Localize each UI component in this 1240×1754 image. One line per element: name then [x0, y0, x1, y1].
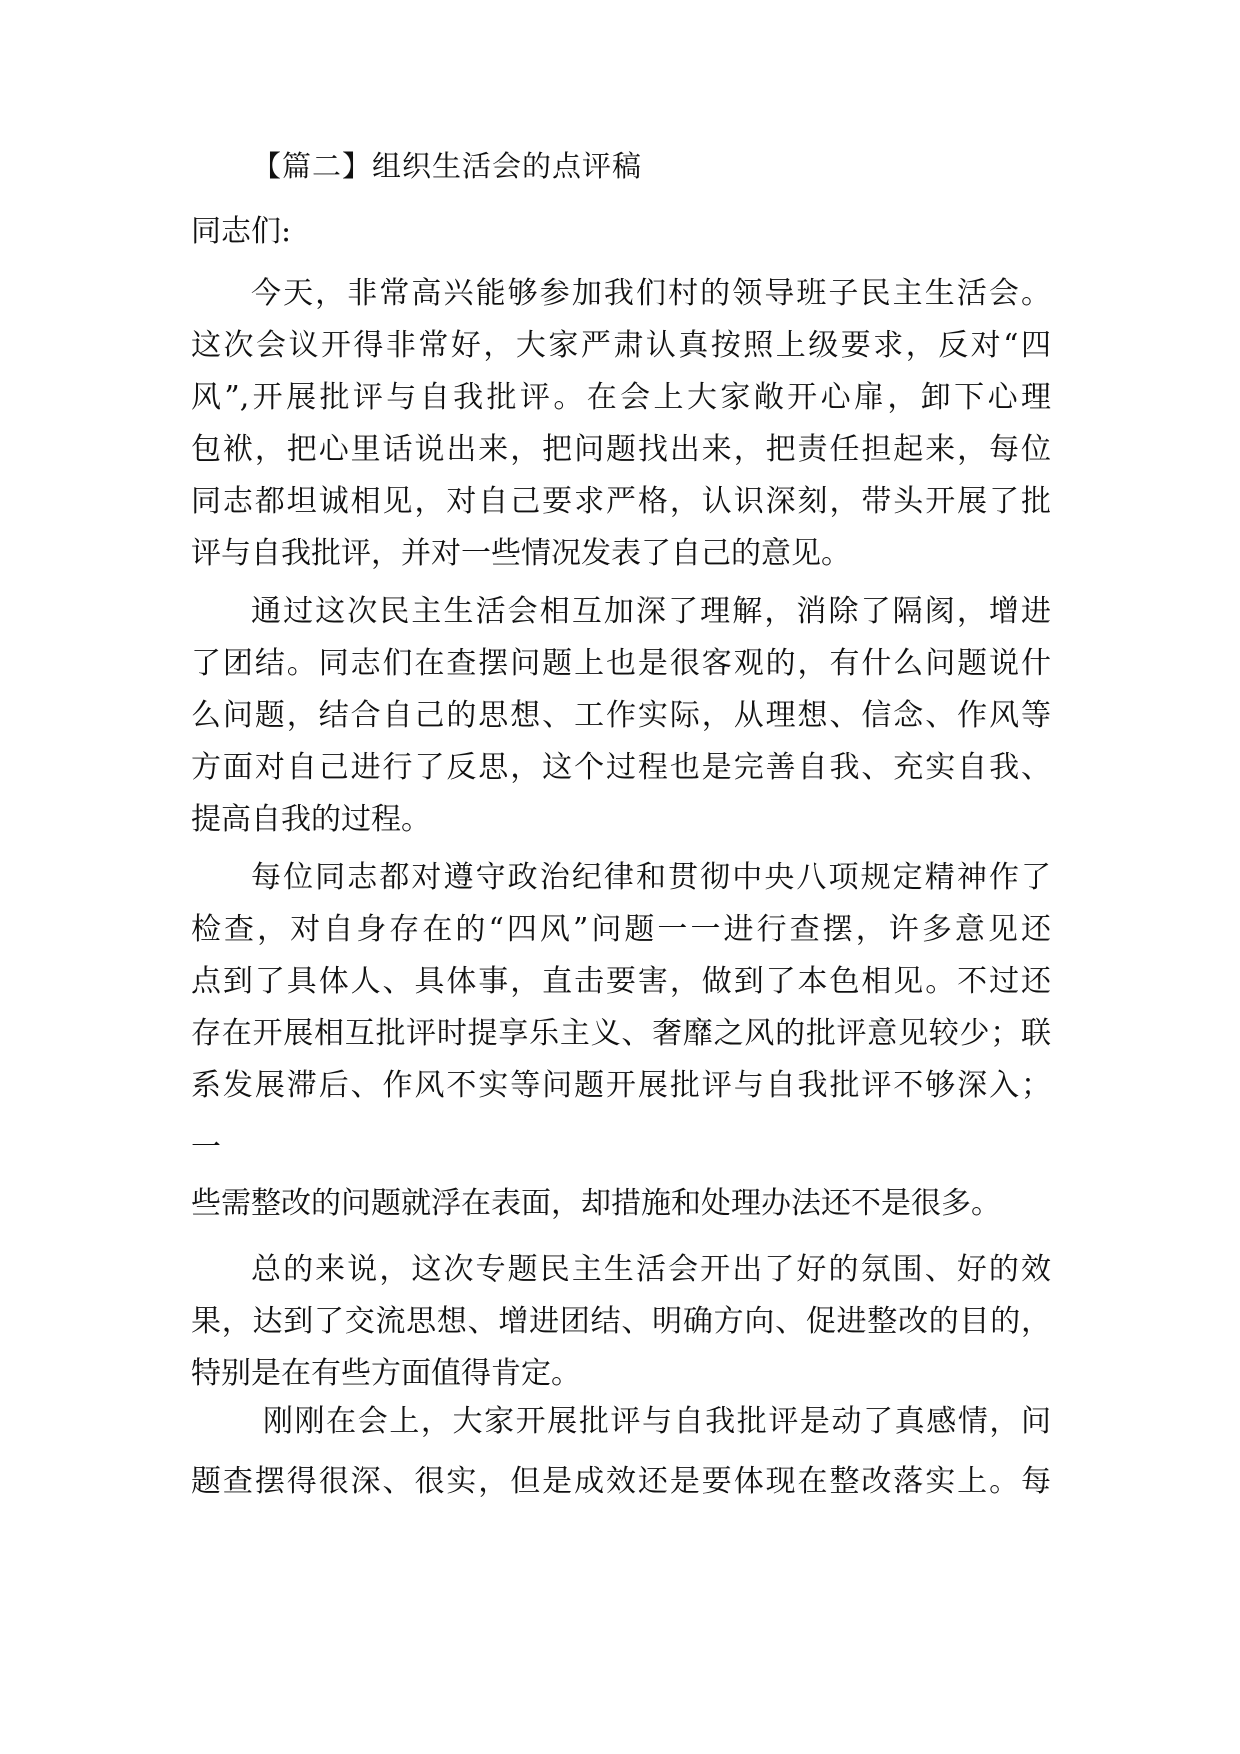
paragraph-line: 点到了具体人、具体事，直击要害，做到了本色相见。不过还: [191, 964, 1051, 999]
paragraph-line: 这次会议开得非常好，大家严肃认真按照上级要求，反对“四: [191, 328, 1051, 363]
paragraph-line: 提高自我的过程。: [191, 802, 431, 837]
paragraph-line: 存在开展相互批评时提享乐主义、奢靡之风的批评意见较少；联: [191, 1016, 1051, 1051]
paragraph-5: [191, 1392, 1051, 1512]
paragraph-line: 包袱，把心里话说出来，把问题找出来，把责任担起来，每位: [191, 432, 1051, 467]
paragraph-3-continuation: 些需整改的问题就浮在表面，却措施和处理办法还不是很多。: [191, 1186, 1001, 1221]
salutation: 同志们:: [191, 214, 292, 249]
document-heading: 【篇二】组织生活会的点评稿: [252, 149, 643, 183]
paragraph-line: 同志都坦诚相见，对自己要求严格，认识深刻，带头开展了批: [191, 484, 1051, 519]
paragraph-line: 系发展滞后、作风不实等问题开展批评与自我批评不够深入；: [191, 1068, 1051, 1103]
paragraph-line: 总的来说，这次专题民主生活会开出了好的氛围、好的效: [251, 1252, 1051, 1287]
paragraph-line: 特别是在有些方面值得肯定。: [191, 1356, 581, 1391]
paragraph-line: 题查摆得很深、很实，但是成效还是要体现在整改落实上。每: [191, 1464, 1051, 1499]
paragraph-line: 果，达到了交流思想、增进团结、明确方向、促进整改的目的，: [191, 1304, 1051, 1339]
paragraph-3: [191, 852, 1051, 1112]
paragraph-line: 方面对自己进行了反思，这个过程也是完善自我、充实自我、: [191, 750, 1051, 785]
paragraph-line: 刚刚在会上，大家开展批评与自我批评是动了真感情，问: [263, 1404, 1051, 1439]
paragraph-line: 么问题，结合自己的思想、工作实际，从理想、信念、作风等: [191, 698, 1051, 733]
paragraph-line: 风”,开展批评与自我批评。在会上大家敞开心扉，卸下心理: [191, 380, 1051, 415]
paragraph-1: [191, 268, 1051, 580]
paragraph-line: 检查，对自身存在的“四风”问题一一进行查摆，许多意见还: [191, 912, 1051, 947]
paragraph-line: 评与自我批评，并对一些情况发表了自己的意见。: [191, 536, 851, 571]
paragraph-line: 了团结。同志们在查摆问题上也是很客观的，有什么问题说什: [191, 646, 1051, 681]
paragraph-2: [191, 586, 1051, 846]
paragraph-3-dash: 一: [191, 1130, 221, 1165]
paragraph-line: 通过这次民主生活会相互加深了理解，消除了隔阂，增进: [251, 594, 1051, 629]
paragraph-line: 每位同志都对遵守政治纪律和贯彻中央八项规定精神作了: [251, 860, 1051, 895]
paragraph-4: [191, 1244, 1051, 1400]
paragraph-line: 今天，非常高兴能够参加我们村的领导班子民主生活会。: [251, 276, 1051, 311]
